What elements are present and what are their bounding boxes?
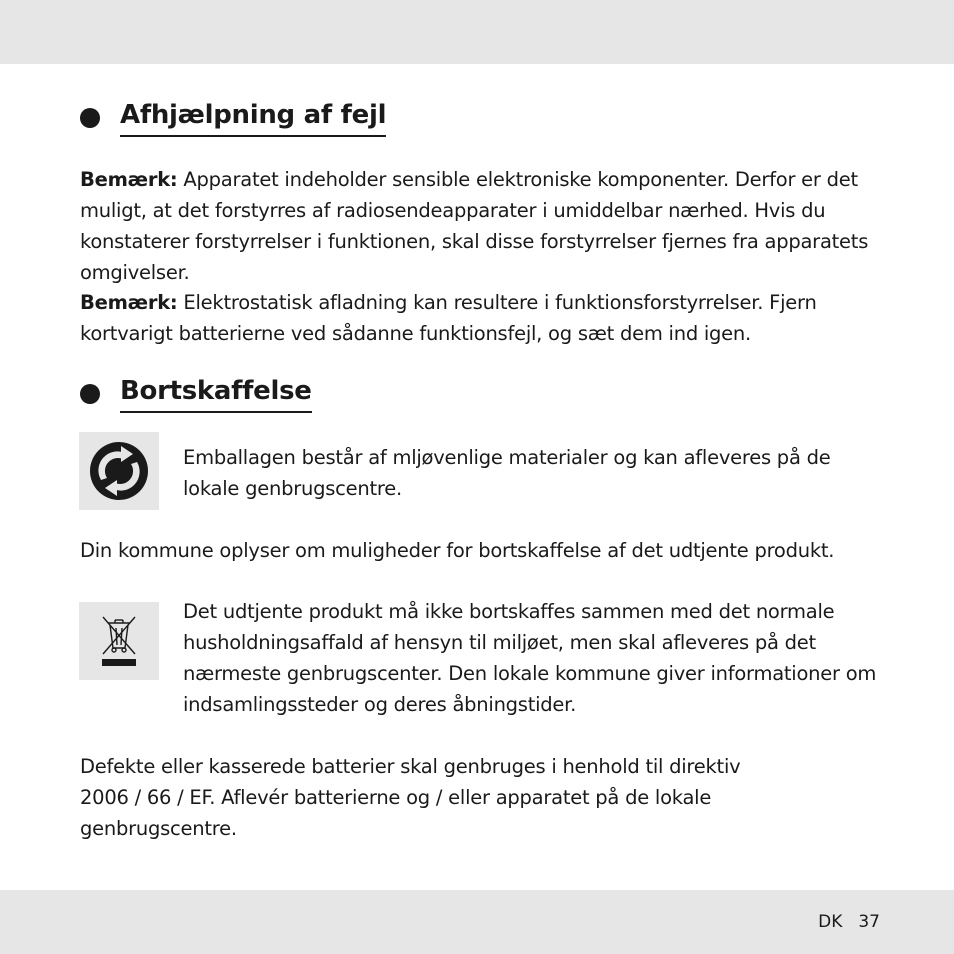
top-band — [0, 0, 954, 64]
green-dot-recycling-icon — [79, 432, 159, 510]
note-paragraph-2 — [80, 287, 880, 349]
section-heading-disposal — [80, 374, 312, 413]
note-label: Bemærk: — [80, 291, 178, 314]
section-heading-troubleshooting — [80, 98, 386, 137]
language-code: DK — [818, 912, 843, 932]
note-label: Bemærk: — [80, 168, 178, 191]
bullet-icon — [80, 384, 100, 404]
page-footer — [818, 912, 880, 932]
page-number: 37 — [858, 912, 880, 932]
bullet-icon — [80, 108, 100, 128]
section-title: Bortskaffelse — [120, 374, 312, 413]
battery-paragraph: Defekte eller kasserede batterier skal genbruges i henhold til direktiv 2006 / 66 / EF. Aflevér batterierne og / eller apparatet på de lokale genbrugscentre. — [80, 755, 741, 840]
bottom-band — [0, 890, 954, 954]
section-title: Afhjælpning af fejl — [120, 98, 386, 137]
weee-paragraph: Det udtjente produkt må ikke bortskaffes sammen med det normale husholdningsaffald af hensyn til miljøet, men skal afleveres på det nærmeste genbrugscenter. Den lokale kommune giver informationer om indsamlingssteder og deres åbningstider. — [183, 600, 877, 716]
note-text: Apparatet indeholder sensible elektroniske komponenter. Derfor er det muligt, at det forstyrres af radiosendeapparater i umiddelbar nærhed. Hvis du konstaterer forstyrrelser i funktionen, skal disse forstyrrelser fjernes fra apparatets omgivelser. — [80, 168, 869, 284]
crossed-out-wheelie-bin-icon — [79, 602, 159, 680]
note-paragraph-1 — [80, 164, 880, 288]
municipality-paragraph: Din kommune oplyser om muligheder for bortskaffelse af det udtjente produkt. — [80, 539, 835, 562]
packaging-paragraph: Emballagen består af mljøvenlige materialer og kan afleveres på de lokale genbrugscentre. — [183, 446, 831, 500]
note-text: Elektrostatisk afladning kan resultere i funktionsforstyrrelser. Fjern kortvarigt batterierne ved sådanne funktionsfejl, og sæt dem ind igen. — [80, 291, 817, 345]
